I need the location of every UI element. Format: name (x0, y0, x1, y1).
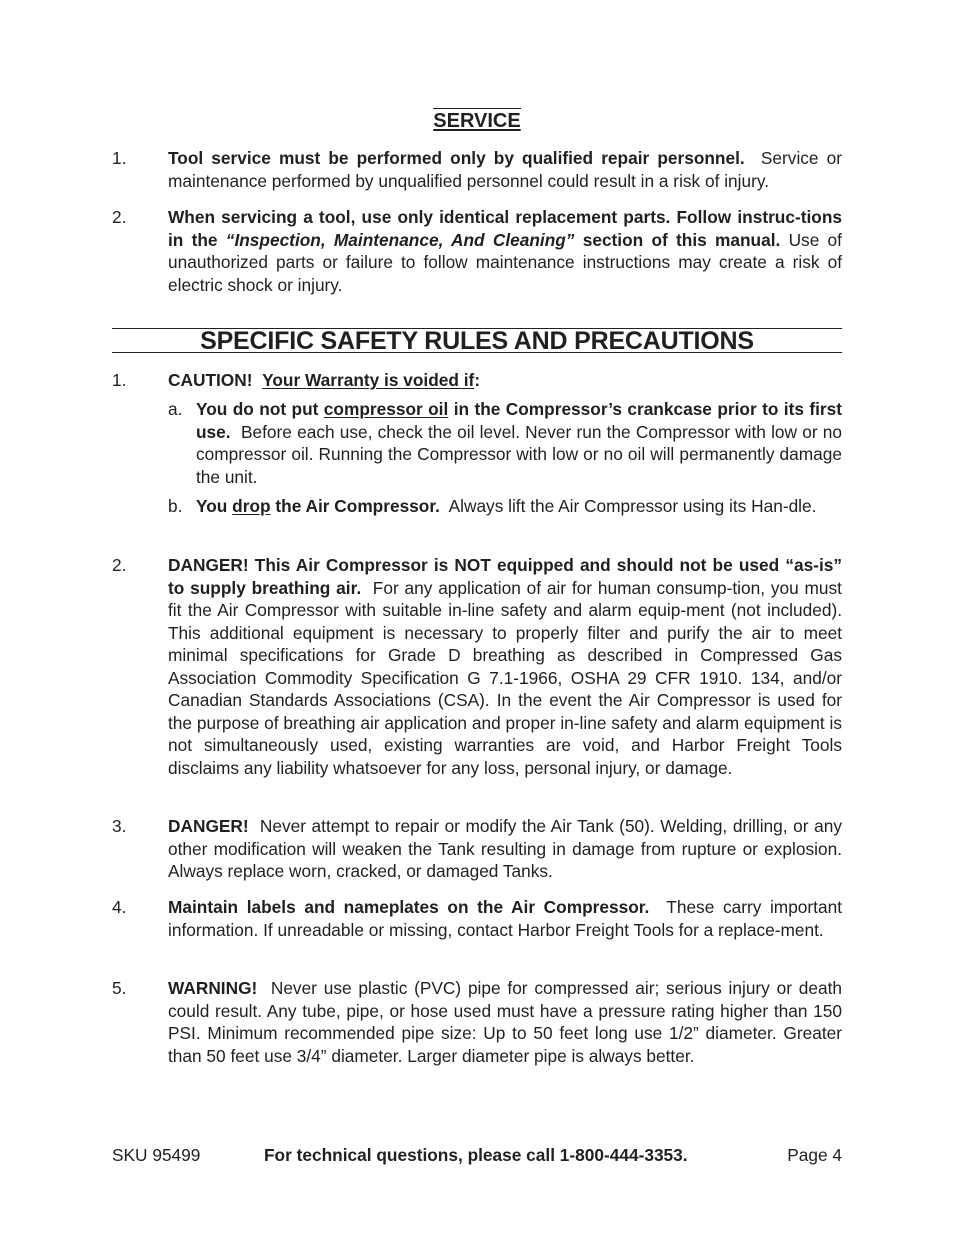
safety-item-4 (112, 896, 842, 966)
item-text: Maintain labels and nameplates on the Air Compressor. These carry important information. If unreadable or missing, contact Harbor Freight Tools for a replace-ment. (168, 897, 843, 940)
item-number: 3. (112, 816, 127, 836)
service-heading: SERVICE (433, 110, 521, 132)
heading-rule-bottom (112, 352, 842, 353)
item-text: DANGER! This Air Compressor is NOT equipped and should not be used “as-is” to supply breathing air. For any application of air for human consump-tion, you must fit the Air Compressor with suitable in-line safety and alarm equip-ment (not included). This additional equipment is necessary to properly filter and purify the air to meet minimal specifications for Grade D breathing as described in Compressed Gas Association Commodity Specification G 7.1-1966, OSHA 29 CFR 1910. 134, and/or Canadian Standards Associations (CSA). In the event the Air Compressor is used for the purpose of breathing air application and proper in-line safety and alarm equipment is not simultaneously used, existing warranties are void, and Harbor Freight Tools disclaims any liability whatsoever for any loss, personal injury, or damage. (168, 555, 842, 778)
item-text: When servicing a tool, use only identical replacement parts. Follow instruc-tions in the “Inspection, Maintenance, And Cleaning” section of this manual. Use of unauthorized parts or failure to follow maintenance instructions may create a risk of electric shock or injury. (168, 207, 842, 295)
item-text: WARNING! Never use plastic (PVC) pipe for compressed air; serious injury or death could result. Any tube, pipe, or hose used must have a pressure rating higher than 150 PSI. Minimum recommended pipe size: Up to 50 feet long use 1/2” diameter. Greater than 50 feet use 3/4” diameter. Larger diameter pipe is always better. (168, 978, 842, 1066)
item-text: DANGER! Never attempt to repair or modify the Air Tank (50). Welding, drilling, or any other modification will weaken the Tank resulting in damage from rupture or explosion. Always replace worn, cracked, or damaged Tanks. (168, 816, 842, 881)
item-number: 4. (112, 897, 127, 917)
safety-item-5 (112, 977, 842, 1069)
subitem-letter: b. (168, 496, 183, 516)
subitem-text: You drop the Air Compressor. Always lift the Air Compressor using its Han-dle. (196, 496, 817, 516)
safety-item-3 (112, 815, 842, 885)
item-text: CAUTION! Your Warranty is voided if: (168, 370, 481, 390)
item-number: 2. (112, 555, 127, 575)
service-item-1 (112, 147, 842, 193)
footer-page-number: Page 4 (787, 1145, 842, 1165)
item-number: 1. (112, 148, 127, 168)
item-number: 2. (112, 207, 127, 227)
safety-heading: SPECIFIC SAFETY RULES AND PRECAUTIONS (200, 327, 754, 355)
footer-sku: SKU 95499 (112, 1145, 201, 1165)
safety-subitem-a (168, 398, 842, 490)
service-item-2 (112, 206, 842, 298)
subitem-text: You do not put compressor oil in the Compressor’s crankcase prior to its first use. Before each use, check the oil level. Never run the Compressor with low or no compressor oil. Running the Compressor with low or no oil will permanently damage the unit. (196, 399, 842, 487)
safety-subitem-b (168, 495, 842, 541)
safety-item-1 (112, 369, 842, 393)
subitem-letter: a. (168, 399, 183, 419)
safety-item-2 (112, 554, 842, 802)
item-number: 1. (112, 370, 127, 390)
item-number: 5. (112, 978, 127, 998)
footer-support-note: For technical questions, please call 1-800-444-3353. (264, 1145, 688, 1165)
item-text: Tool service must be performed only by qualified repair personnel. Service or maintenance performed by unqualified personnel could result in a risk of injury. (168, 148, 842, 191)
